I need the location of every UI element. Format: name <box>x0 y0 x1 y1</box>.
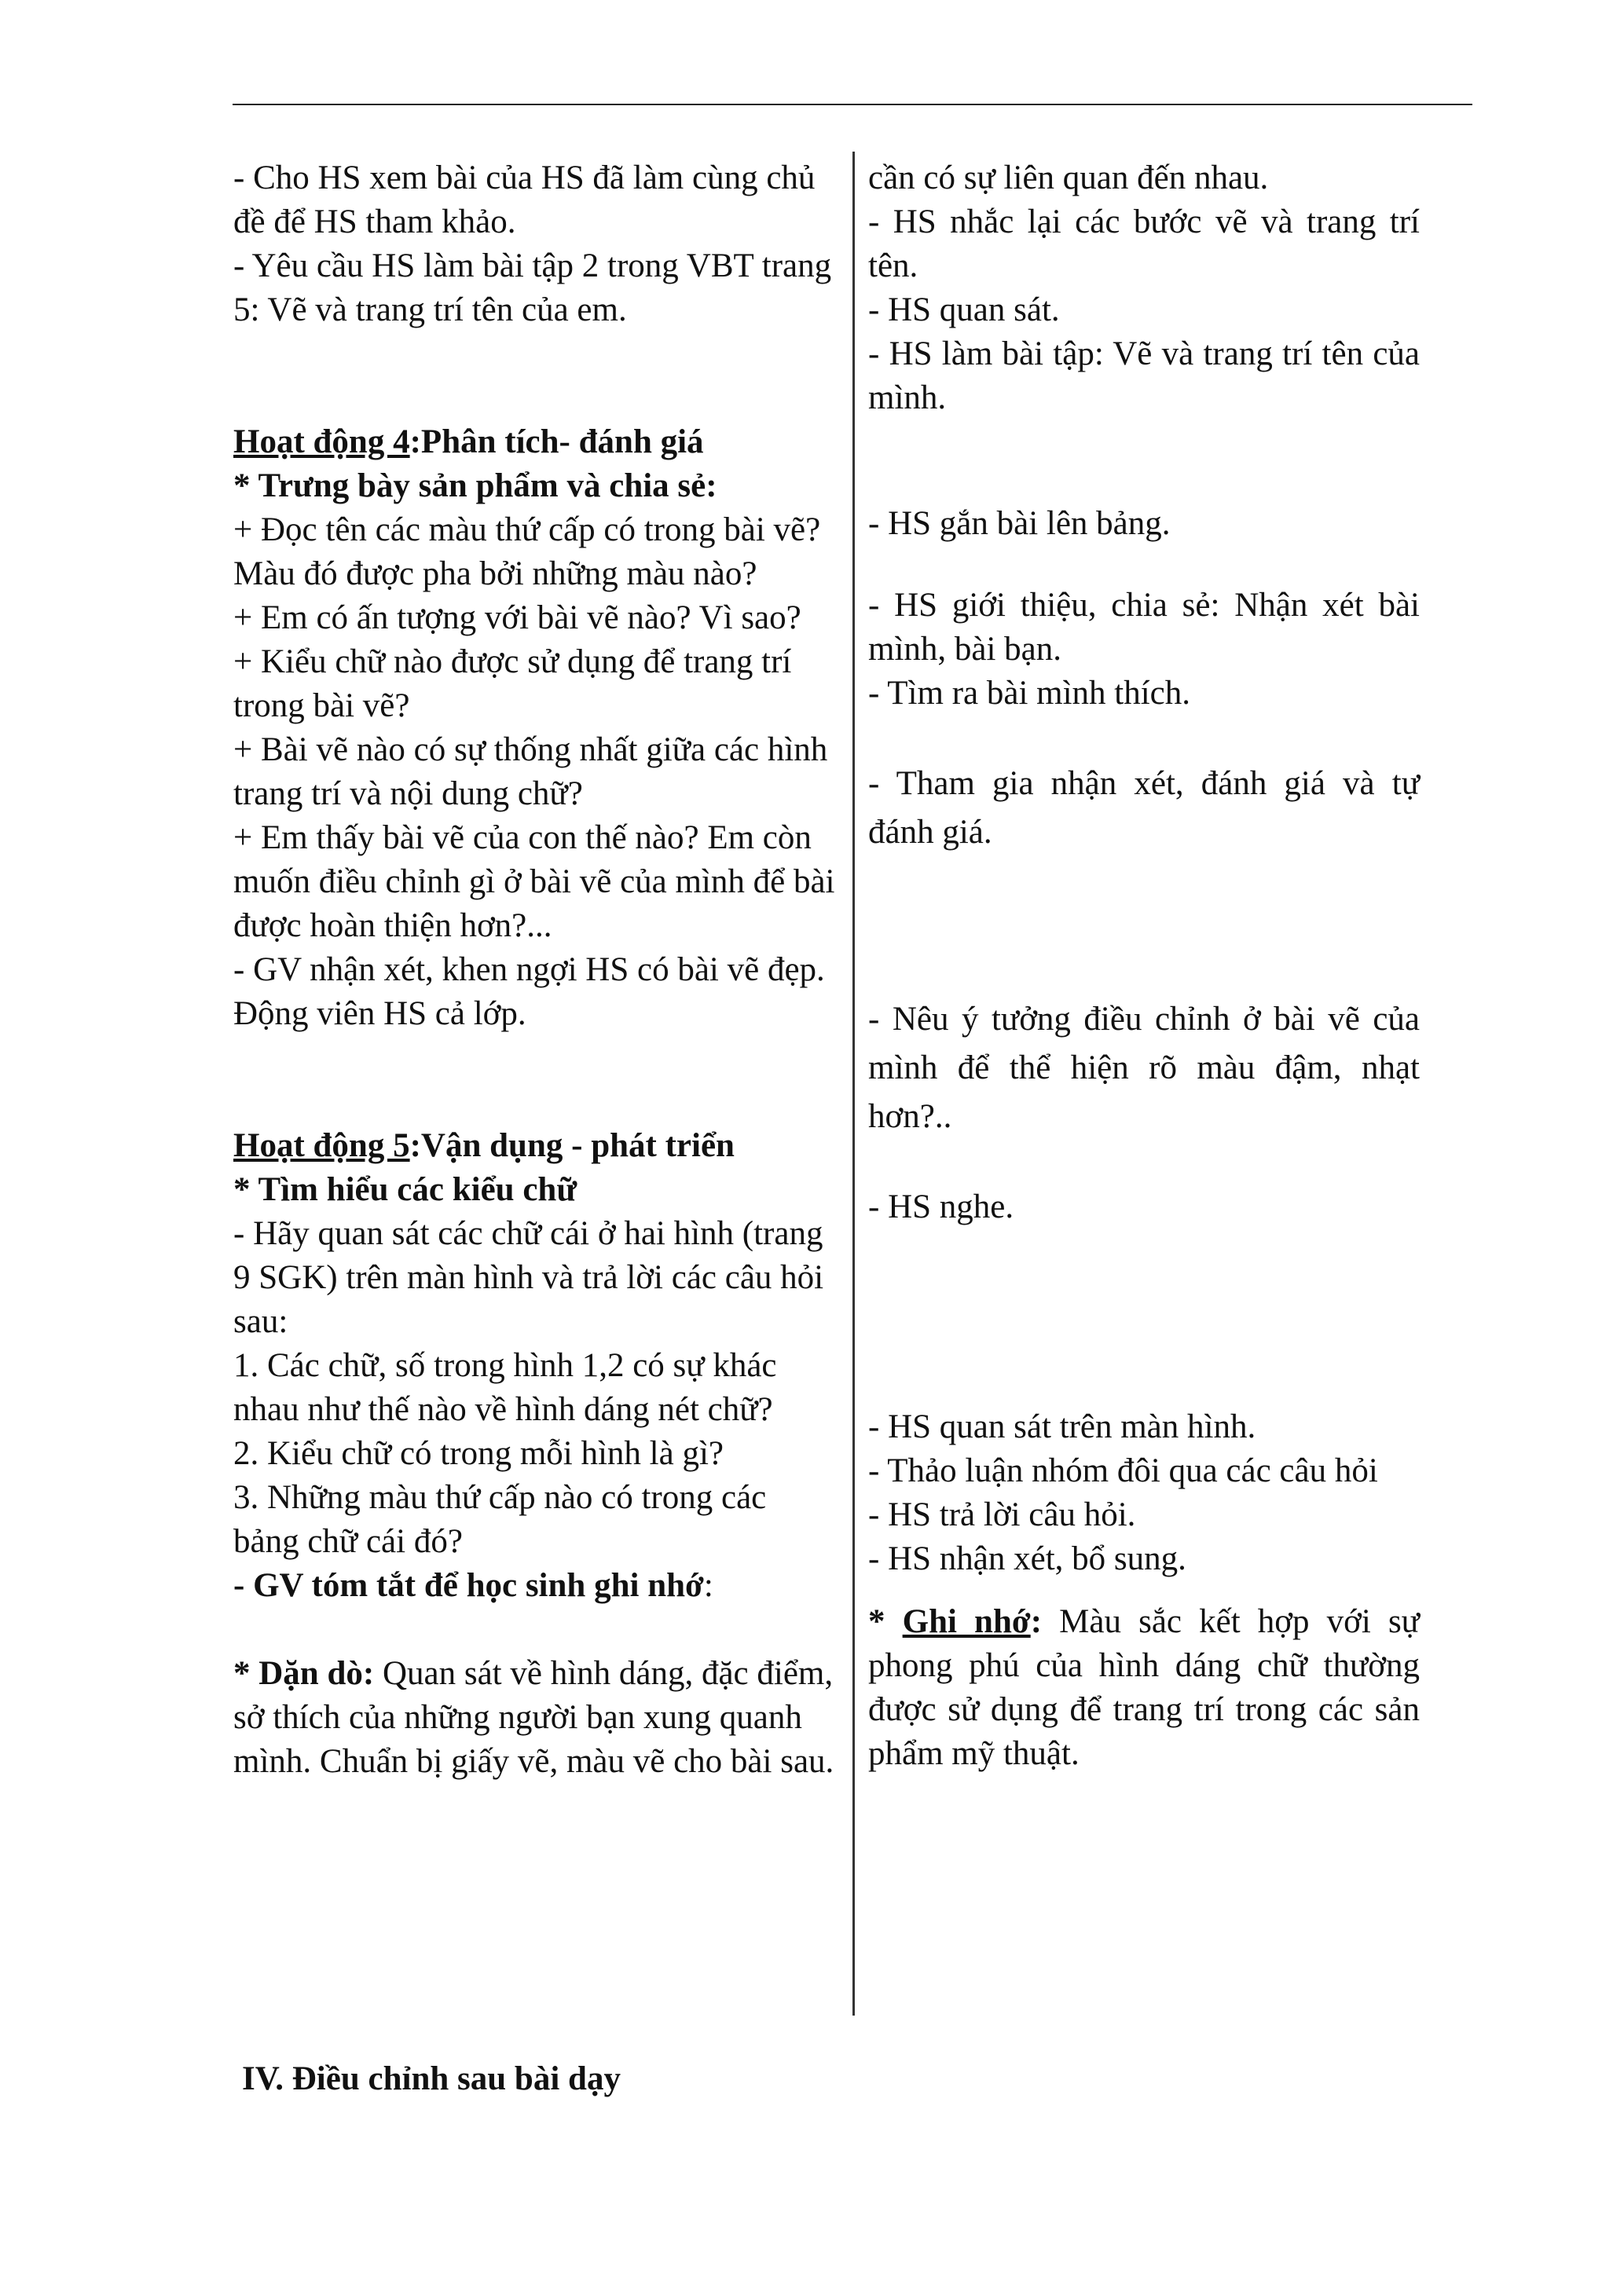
right-item: - HS quan sát. <box>868 291 1060 328</box>
activity5-summary <box>233 1564 840 1608</box>
right-item: - Tham gia nhận xét, đánh giá và tự đánh giá. <box>868 765 1420 851</box>
note-label: Ghi nhớ <box>902 1603 1031 1640</box>
activity5-item-3: 2. Kiểu chữ có trong mỗi hình là gì? <box>233 1435 724 1472</box>
activity5-label: Hoạt động 5 <box>233 1127 410 1164</box>
homework-label: * Dặn dò: <box>233 1655 375 1692</box>
right-item: - HS nhắc lại các bước vẽ và trang trí tên. <box>868 203 1420 284</box>
right-item: - Tìm ra bài mình thích. <box>868 675 1191 712</box>
right-item: - HS giới thiệu, chia sẻ: Nhận xét bài mình, bài bạn. <box>868 587 1420 668</box>
activity4-item-2: + Em có ấn tượng với bài vẽ nào? Vì sao? <box>233 599 801 636</box>
spacer <box>868 546 1420 584</box>
spacer <box>233 1608 840 1652</box>
spacer <box>233 1036 840 1124</box>
header-rule <box>233 104 1472 105</box>
activity5-title: :Vận dụng - phát triển <box>409 1127 735 1164</box>
right-item: - HS quan sát trên màn hình. <box>868 1408 1256 1445</box>
activity4-item-1: + Đọc tên các màu thứ cấp có trong bài vẽ? Màu đó được pha bởi những màu nào? <box>233 511 821 592</box>
activity4-item-6: - GV nhận xét, khen ngợi HS có bài vẽ đẹp. Động viên HS cả lớp. <box>233 951 825 1032</box>
right-item: - HS trả lời câu hỏi. <box>868 1496 1136 1533</box>
intro-item-1: - Cho HS xem bài của HS đã làm cùng chủ đề để HS tham khảo. <box>233 159 816 240</box>
activity4-label: Hoạt động 4 <box>233 423 410 460</box>
spacer <box>233 332 840 420</box>
spacer <box>868 1141 1420 1185</box>
activity5-subheading: * Tìm hiểu các kiểu chữ <box>233 1171 577 1208</box>
activity4-heading <box>233 420 840 464</box>
spacer <box>868 857 1420 995</box>
summary-bold: - GV tóm tắt để học sinh ghi nhớ <box>233 1567 704 1604</box>
activity5-item-4: 3. Những màu thứ cấp nào có trong các bảng chữ cái đó? <box>233 1479 767 1560</box>
activity4-subheading: * Trưng bày sản phẩm và chia sẻ: <box>233 467 717 504</box>
right-item: - Nêu ý tưởng điều chỉnh ở bài vẽ của mình để thể hiện rõ màu đậm, nhạt hơn?.. <box>868 1001 1420 1135</box>
right-item: - HS làm bài tập: Vẽ và trang trí tên của mình. <box>868 335 1420 416</box>
intro-item-2: - Yêu cầu HS làm bài tập 2 trong VBT trang 5: Vẽ và trang trí tên của em. <box>233 247 832 328</box>
right-item: cần có sự liên quan đến nhau. <box>868 159 1269 196</box>
activity4-item-3: + Kiểu chữ nào được sử dụng để trang trí trong bài vẽ? <box>233 643 792 724</box>
teacher-activities-column <box>233 156 840 1784</box>
activity4-item-4: + Bài vẽ nào có sự thống nhất giữa các hình trang trí và nội dung chữ? <box>233 731 828 812</box>
activity5-item-2: 1. Các chữ, số trong hình 1,2 có sự khác nhau như thế nào về hình dáng nét chữ? <box>233 1347 777 1428</box>
summary-tail: : <box>703 1567 713 1604</box>
spacer <box>868 1229 1420 1405</box>
note-text: Màu sắc kết hợp với sự phong phú của hình dáng chữ thường được sử dụng để trang trí trong các sản phẩm mỹ thuật. <box>868 1603 1420 1772</box>
adjustment-heading: IV. Điều chỉnh sau bài dạy <box>242 2060 621 2097</box>
student-activities-column <box>868 156 1420 1776</box>
homework-text: Quan sát về hình dáng, đặc điểm, sở thích của những người bạn xung quanh mình. Chuẩn bị giấy vẽ, màu vẽ cho bài sau. <box>233 1655 834 1780</box>
note <box>868 1600 1420 1776</box>
right-item: - Thảo luận nhóm đôi qua các câu hỏi <box>868 1452 1378 1489</box>
homework <box>233 1652 840 1784</box>
note-star: * <box>868 1603 903 1640</box>
activity4-item-5: + Em thấy bài vẽ của con thế nào? Em còn muốn điều chỉnh gì ở bài vẽ của mình để bài được hoàn thiện hơn?... <box>233 819 835 944</box>
column-divider <box>852 152 855 2016</box>
activity5-heading <box>233 1124 840 1168</box>
right-item: - HS nhận xét, bổ sung. <box>868 1540 1186 1577</box>
spacer <box>868 420 1420 502</box>
right-item: - HS gắn bài lên bảng. <box>868 505 1171 542</box>
spacer <box>868 1581 1420 1600</box>
activity4-title: :Phân tích- đánh giá <box>409 423 704 460</box>
right-item: - HS nghe. <box>868 1188 1014 1225</box>
activity5-item-1: - Hãy quan sát các chữ cái ở hai hình (trang 9 SGK) trên màn hình và trả lời các câu hỏi sau: <box>233 1215 824 1340</box>
spacer <box>868 716 1420 760</box>
note-colon: : <box>1030 1603 1043 1640</box>
